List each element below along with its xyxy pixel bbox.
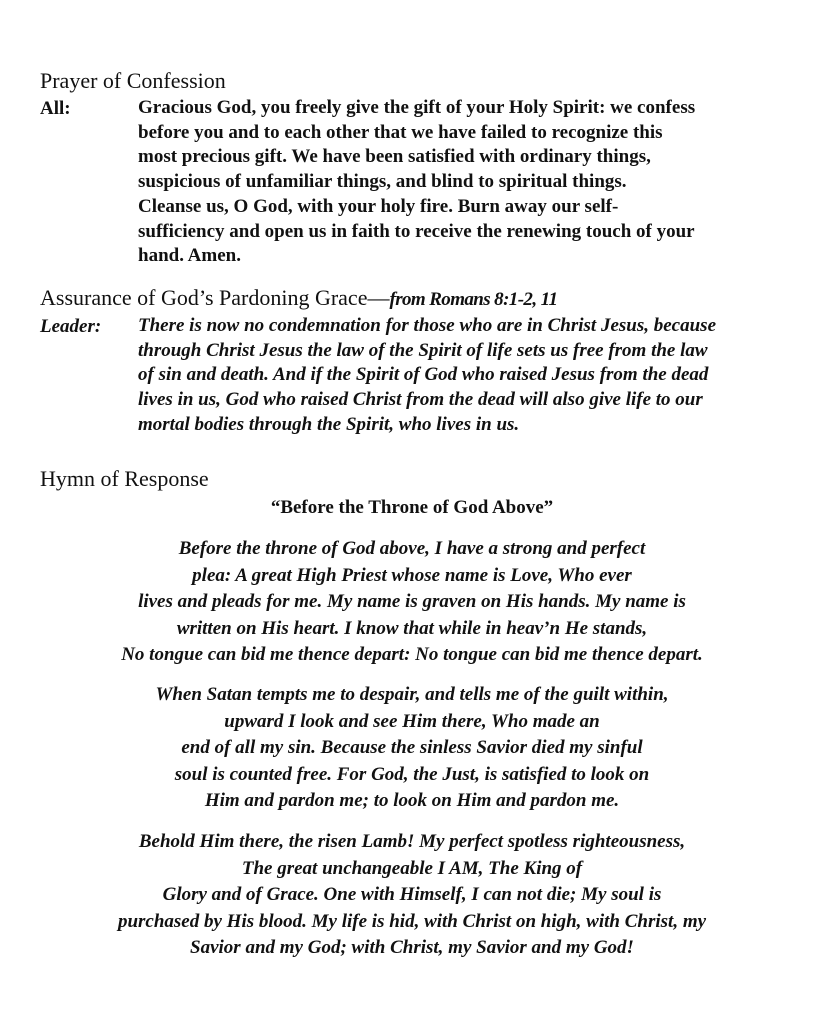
confession-line: most precious gift. We have been satisfied with ordinary things, — [138, 146, 651, 168]
confession-line: hand. Amen. — [138, 245, 241, 267]
hymn-stanza-2 — [0, 682, 824, 815]
hymn-line: Savior and my God; with Christ, my Savior and my God! — [190, 937, 634, 959]
hymn-title: “Before the Throne of God Above” — [270, 497, 554, 518]
hymn-line: purchased by His blood. My life is hid, with Christ on high, with Christ, my — [117, 910, 707, 932]
confession-text — [138, 96, 798, 269]
confession-speaker: All: — [40, 98, 71, 119]
hymn-stanza-1 — [0, 536, 824, 669]
hymn-line: No tongue can bid me thence depart: No tongue can bid me thence depart. — [121, 644, 703, 666]
hymn-line: Glory and of Grace. One with Himself, I can not die; My soul is — [162, 884, 662, 906]
hymn-line: written on His heart. I know that while in heav’n He stands, — [176, 617, 648, 639]
assurance-line: There is now no condemnation for those who are in Christ Jesus, because — [138, 315, 717, 336]
hymn-line: plea: A great High Priest whose name is Love, Who ever — [192, 564, 632, 586]
assurance-heading — [40, 285, 557, 313]
hymn-line: end of all my sin. Because the sinless Savior died my sinful — [181, 737, 643, 759]
hymn-stanza-3 — [0, 829, 824, 962]
confession-line: Cleanse us, O God, with your holy fire. Burn away our self- — [138, 195, 619, 217]
hymn-line: upward I look and see Him there, Who made an — [224, 710, 600, 732]
hymn-line: The great unchangeable I AM, The King of — [241, 857, 583, 879]
hymn-line: Before the throne of God above, I have a strong and perfect — [178, 538, 646, 559]
confession-line: sufficiency and open us in faith to receive the renewing touch of your — [138, 220, 695, 242]
confession-line: Gracious God, you freely give the gift of your Holy Spirit: we confess — [138, 97, 696, 118]
hymn-line: soul is counted free. For God, the Just, is satisfied to look on — [174, 763, 650, 785]
assurance-line: through Christ Jesus the law of the Spirit of life sets us free from the law — [138, 339, 708, 361]
hymn-line: Behold Him there, the risen Lamb! My perfect spotless righteousness, — [138, 831, 686, 852]
assurance-text — [138, 314, 798, 438]
confession-heading: Prayer of Confession — [40, 68, 226, 93]
hymn-line: lives and pleads for me. My name is graven on His hands. My name is — [138, 591, 686, 613]
confession-line: before you and to each other that we have failed to recognize this — [138, 121, 663, 143]
hymn-line: Him and pardon me; to look on Him and pardon me. — [204, 790, 620, 812]
confession-line: suspicious of unfamiliar things, and blind to spiritual things. — [138, 171, 627, 193]
assurance-line: mortal bodies through the Spirit, who lives in us. — [138, 413, 520, 435]
hymn-heading: Hymn of Response — [40, 466, 209, 491]
assurance-line: of sin and death. And if the Spirit of God who raised Jesus from the dead — [138, 364, 709, 386]
assurance-line: lives in us, God who raised Christ from the dead will also give life to our — [138, 389, 703, 411]
scripture-reference: from Romans 8:1-2, 11 — [389, 289, 558, 310]
assurance-speaker: Leader: — [40, 316, 102, 337]
assurance-heading-text: Assurance of God’s Pardoning Grace— — [40, 285, 390, 310]
hymn-line: When Satan tempts me to despair, and tells me of the guilt within, — [155, 684, 669, 705]
